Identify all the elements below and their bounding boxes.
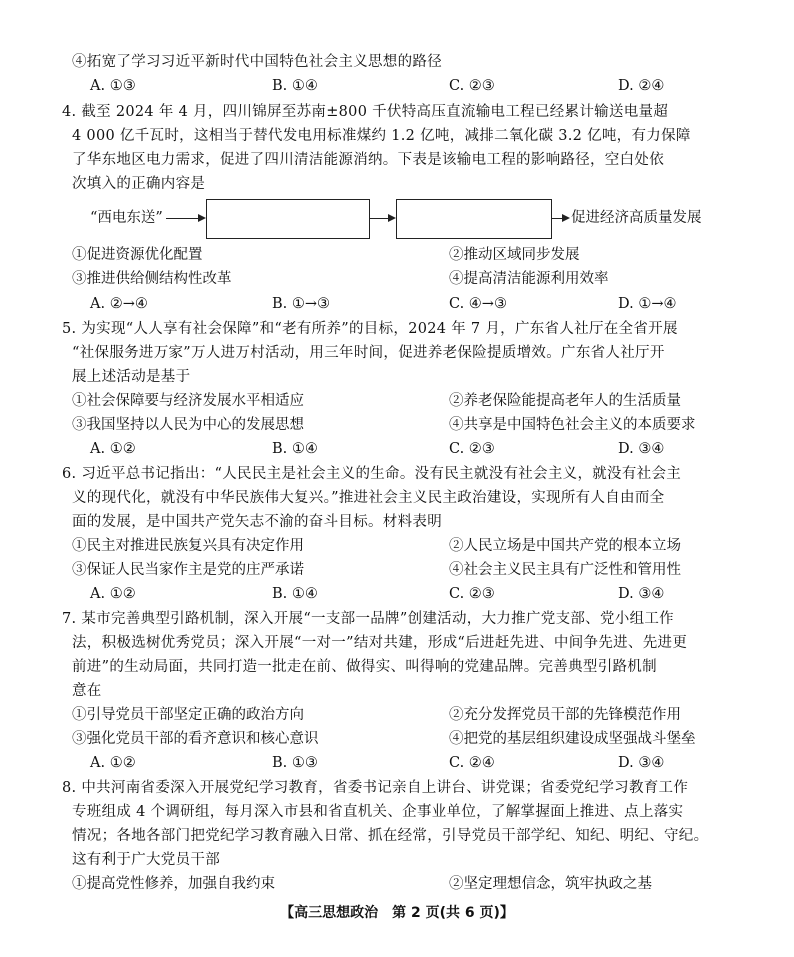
q6-item-1: ①民主对推进民族复兴具有决定作用 xyxy=(72,538,304,554)
q5-option-c: C. ②③ xyxy=(449,441,495,457)
q5-item-4: ④共享是中国特色社会主义的本质要求 xyxy=(449,417,696,433)
flow-blank-box-1 xyxy=(206,199,370,239)
flow-arrow-2 xyxy=(369,218,388,219)
q6-option-b: B. ①④ xyxy=(272,586,318,602)
q7-stem-line-2: 法，积极选树优秀党员；深入开展“一对一”结对共建，形成“后进赶先进、中间争先进、先进更 xyxy=(72,635,688,651)
q5-stem-line-2: “社保服务进万家”万人进万村活动，用三年时间，促进养老保险提质增效。广东省人社厅开 xyxy=(72,345,665,361)
q5-item-2: ②养老保险能提高老年人的生活质量 xyxy=(449,393,681,409)
q7-item-2: ②充分发挥党员干部的先锋模范作用 xyxy=(449,707,681,723)
q7-item-1: ①引导党员干部坚定正确的政治方向 xyxy=(72,707,304,723)
q3-option-b: B. ①④ xyxy=(272,78,318,94)
q4-stem-line-2: 4 000 亿千瓦时，这相当于替代发电用标准煤约 1.2 亿吨，减排二氧化碳 3.2 亿吨，有力保障 xyxy=(72,128,691,144)
q7-item-4: ④把党的基层组织建设成坚强战斗堡垒 xyxy=(449,731,696,747)
q5-option-b: B. ①④ xyxy=(272,441,318,457)
q6-stem-line-1: 6. 习近平总书记指出：“人民民主是社会主义的生命。没有民主就没有社会主义，就没有社会主 xyxy=(62,466,682,482)
q3-option-c: C. ②③ xyxy=(449,78,495,94)
q4-option-c: C. ④→③ xyxy=(449,296,507,312)
q6-item-2: ②人民立场是中国共产党的根本立场 xyxy=(449,538,681,554)
q8-stem-line-3: 情况；各地各部门把党纪学习教育融入日常、抓在经常，引导党员干部学纪、知纪、明纪、守纪。 xyxy=(72,828,709,844)
q4-option-a: A. ②→④ xyxy=(90,296,148,312)
q8-item-1: ①提高党性修养，加强自我约束 xyxy=(72,876,275,892)
q7-stem-line-1: 7. 某市完善典型引路机制，深入开展“一支部一品牌”创建活动，大力推广党支部、党小组工作 xyxy=(62,611,674,627)
q6-item-3: ③保证人民当家作主是党的庄严承诺 xyxy=(72,562,304,578)
q7-option-b: B. ①③ xyxy=(272,755,318,771)
q4-item-3: ③推进供给侧结构性改革 xyxy=(72,271,232,287)
q6-option-a: A. ①② xyxy=(90,586,136,602)
page-footer: 【高三思想政治 第 2 页(共 6 页)】 xyxy=(280,905,514,921)
q8-item-2: ②坚定理想信念，筑牢执政之基 xyxy=(449,876,652,892)
q8-stem-line-2: 专班组成 4 个调研组，每月深入市县和省直机关、企事业单位，了解掌握面上推进、点上落实 xyxy=(72,804,684,820)
q6-stem-line-2: 义的现代化，就没有中华民族伟大复兴。”推进社会主义民主政治建设，实现所有人自由而全 xyxy=(72,490,665,506)
flow-blank-box-2 xyxy=(396,199,552,239)
q8-stem-line-1: 8. 中共河南省委深入开展党纪学习教育，省委书记亲自上讲台、讲党课；省委党纪学习教育工作 xyxy=(62,780,689,796)
q5-stem-line-1: 5. 为实现“人人享有社会保障”和“老有所养”的目标，2024 年 7 月，广东省人社厅在全省开展 xyxy=(62,321,678,337)
flow-arrow-3-head xyxy=(562,214,570,222)
q5-item-3: ③我国坚持以人民为中心的发展思想 xyxy=(72,417,304,433)
q5-item-1: ①社会保障要与经济发展水平相适应 xyxy=(72,393,304,409)
q4-item-2: ②推动区域同步发展 xyxy=(449,247,580,263)
q6-item-4: ④社会主义民主具有广泛性和管用性 xyxy=(449,562,681,578)
q6-option-c: C. ②③ xyxy=(449,586,495,602)
q4-option-d: D. ①→④ xyxy=(618,296,677,312)
q7-item-3: ③强化党员干部的看齐意识和核心意识 xyxy=(72,731,319,747)
q6-stem-line-3: 面的发展，是中国共产党矢志不渝的奋斗目标。材料表明 xyxy=(72,514,442,530)
q7-option-a: A. ①② xyxy=(90,755,136,771)
q3-option-a: A. ①③ xyxy=(90,78,136,94)
q5-option-a: A. ①② xyxy=(90,441,136,457)
q4-item-1: ①促进资源优化配置 xyxy=(72,247,203,263)
q4-stem-line-4: 次填入的正确内容是 xyxy=(72,176,206,192)
q8-stem-line-4: 这有利于广大党员干部 xyxy=(72,852,220,868)
q3-item-4: ④拓宽了学习习近平新时代中国特色社会主义思想的路径 xyxy=(72,54,442,70)
q5-stem-line-3: 展上述活动是基于 xyxy=(72,369,191,385)
q4-option-b: B. ①→③ xyxy=(272,296,331,312)
q5-option-d: D. ③④ xyxy=(618,441,665,457)
q3-option-d: D. ②④ xyxy=(618,78,665,94)
q4-stem-line-3: 了华东地区电力需求，促进了四川清洁能源消纳。下表是该输电工程的影响路径，空白处依 xyxy=(72,152,664,168)
q7-stem-line-3: 前进”的生动局面，共同打造一批走在前、做得实、叫得响的党建品牌。完善典型引路机制 xyxy=(72,659,657,675)
flow-arrow-1-head xyxy=(198,214,206,222)
flow-arrow-2-head xyxy=(388,214,396,222)
flow-end-label: 促进经济高质量发展 xyxy=(571,210,702,226)
q4-item-4: ④提高清洁能源利用效率 xyxy=(449,271,609,287)
q4-stem-line-1: 4. 截至 2024 年 4 月，四川锦屏至苏南±800 千伏特高压直流输电工程已经累计输送电量超 xyxy=(62,104,669,120)
flow-start-label: “西电东送” xyxy=(90,210,163,226)
q6-option-d: D. ③④ xyxy=(618,586,665,602)
q7-option-c: C. ②④ xyxy=(449,755,495,771)
q7-option-d: D. ③④ xyxy=(618,755,665,771)
flow-arrow-1 xyxy=(166,218,198,219)
q7-stem-line-4: 意在 xyxy=(72,683,102,699)
